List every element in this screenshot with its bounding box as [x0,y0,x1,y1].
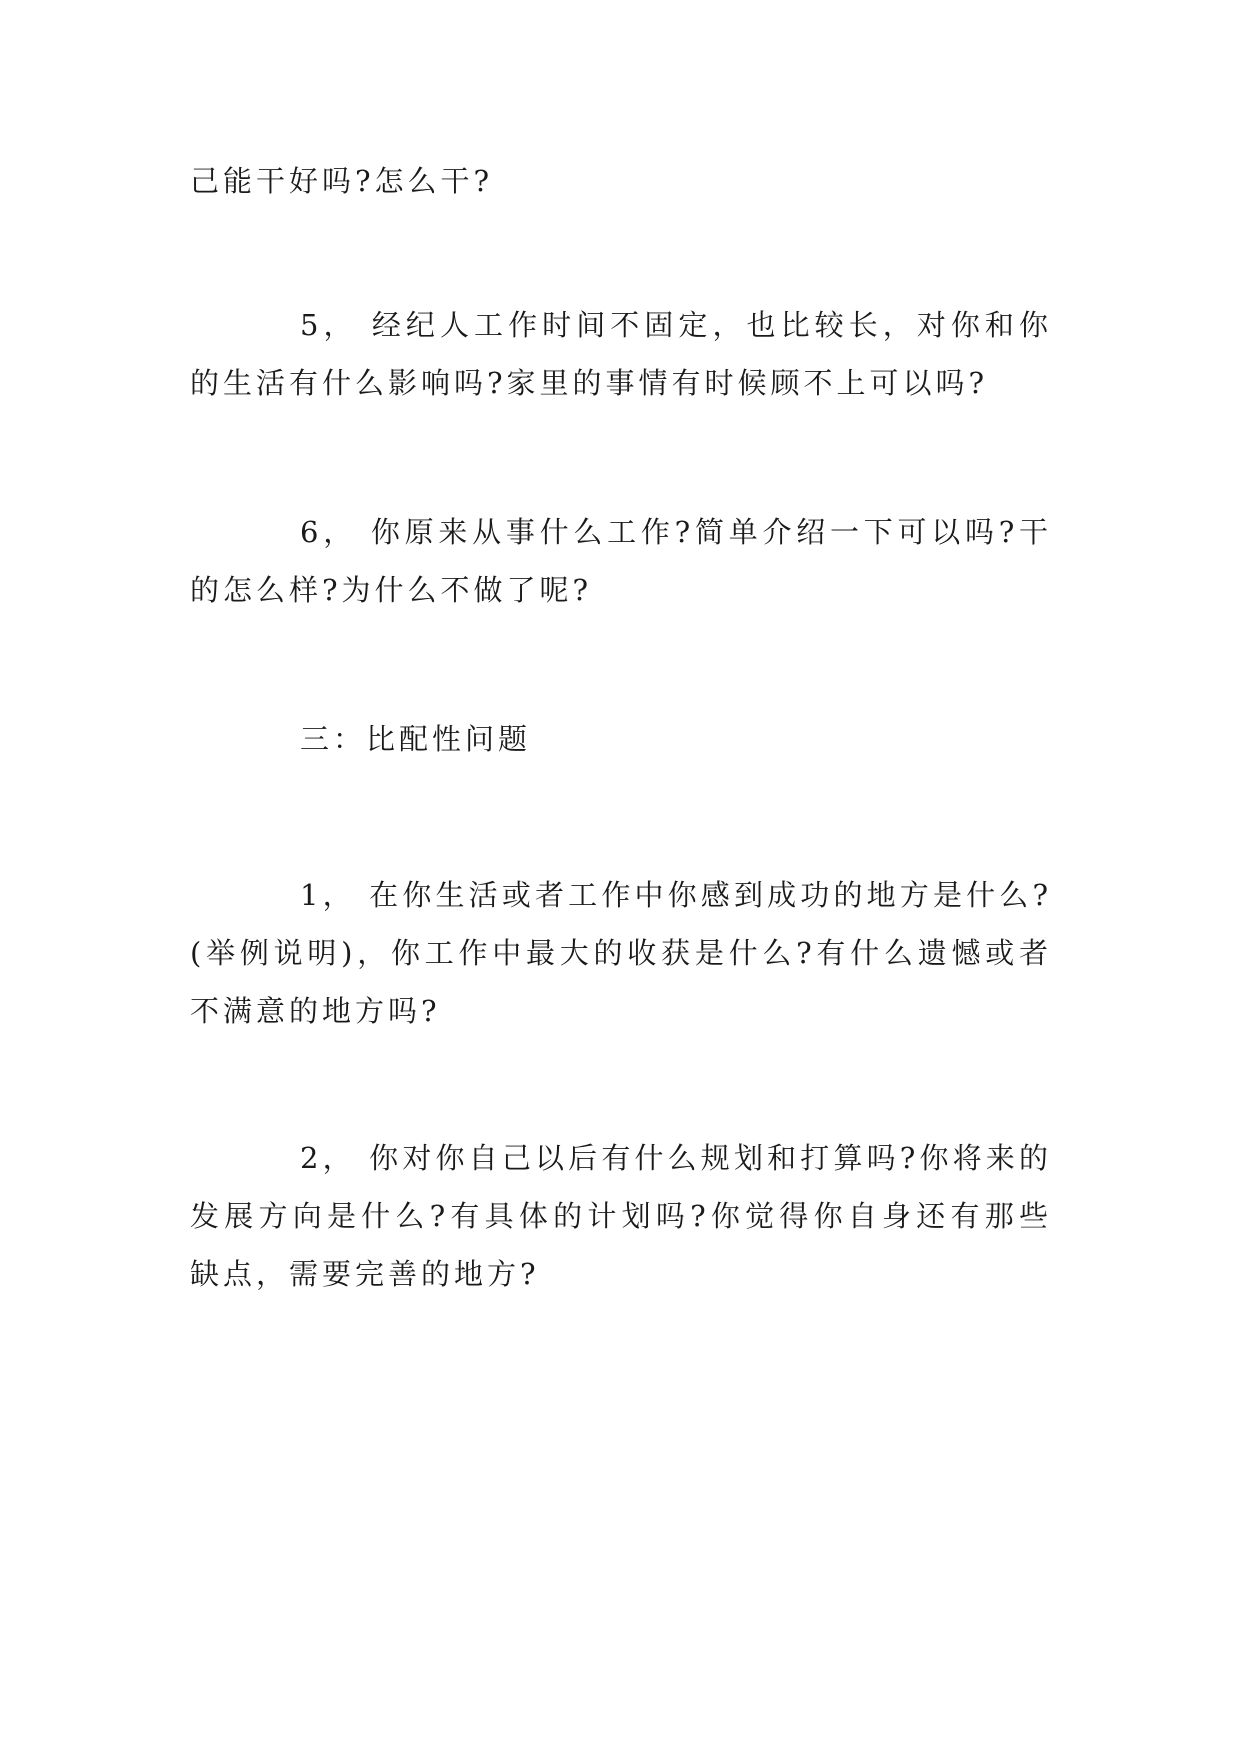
question-5-paragraph: 5， 经纪人工作时间不固定，也比较长，对你和你的生活有什么影响吗?家里的事情有时候顾不上可以吗? [190,308,1052,400]
question-1-paragraph: 1， 在你生活或者工作中你感到成功的地方是什么?(举例说明)，你工作中最大的收获是什么?有什么遗憾或者不满意的地方吗? [190,878,1052,1028]
section-heading: 三：比配性问题 [300,722,532,756]
paragraph-continuation: 己能干好吗?怎么干? [190,164,494,198]
question-6-paragraph: 6， 你原来从事什么工作?简单介绍一下可以吗?干的怎么样?为什么不做了呢? [190,515,1052,607]
question-2-paragraph: 2， 你对你自己以后有什么规划和打算吗?你将来的发展方向是什么?有具体的计划吗?你觉得你自身还有那些缺点，需要完善的地方? [190,1141,1052,1291]
